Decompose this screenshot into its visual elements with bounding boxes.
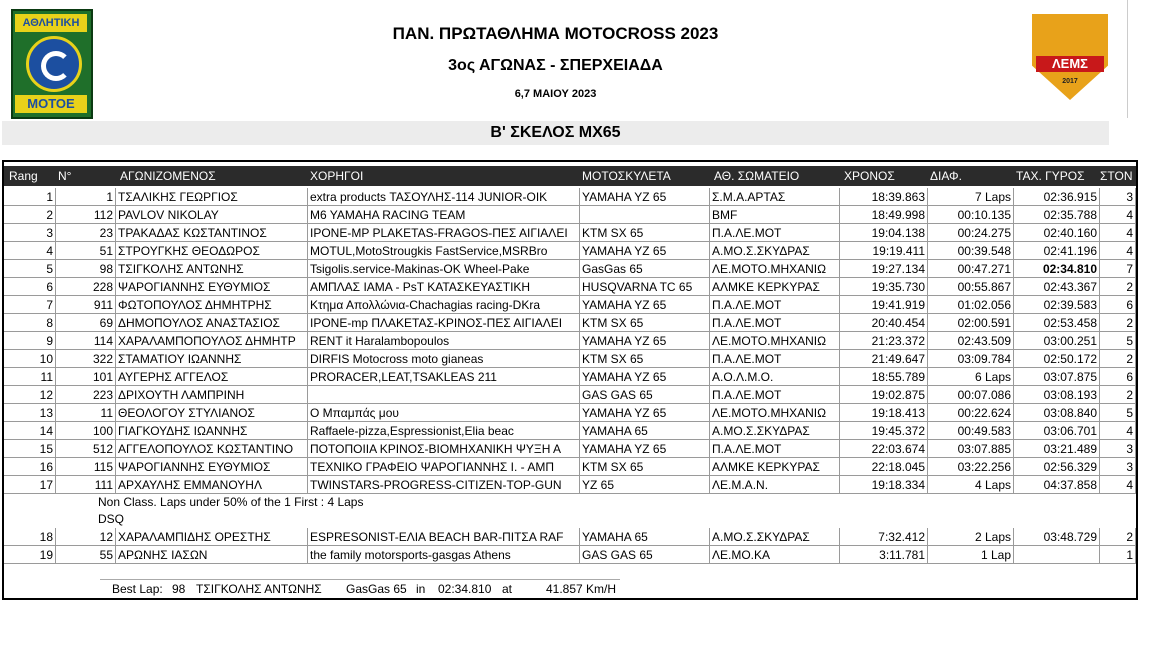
cell-rank: 3 [4, 224, 56, 242]
cell-diff: 6 Laps [928, 368, 1014, 386]
cell-bike: YAMAHA YZ 65 [580, 440, 710, 458]
cell-time: 22:18.045 [840, 458, 928, 476]
cell-rider: ΧΑΡΑΛΑΜΠΙΔΗΣ ΟΡΕΣΤΗΣ [116, 528, 308, 546]
cell-time: 19:04.138 [840, 224, 928, 242]
cell-club: ΑΛΜΚΕ ΚΕΡΚΥΡΑΣ [710, 278, 840, 296]
cell-time: 20:40.454 [840, 314, 928, 332]
cell-rank: 16 [4, 458, 56, 476]
cell-club: Α.Ο.Λ.Μ.Ο. [710, 368, 840, 386]
cell-rider: ΣΤΡΟΥΓΚΗΣ ΘΕΟΔΩΡΟΣ [116, 242, 308, 260]
cell-lap: 5 [1100, 404, 1136, 422]
cell-lap: 3 [1100, 458, 1136, 476]
cell-best: 03:21.489 [1014, 440, 1100, 458]
cell-diff: 00:10.135 [928, 206, 1014, 224]
cell-diff: 03:22.256 [928, 458, 1014, 476]
cell-lap: 3 [1100, 188, 1136, 206]
table-row [4, 296, 1136, 314]
table-row [4, 278, 1136, 296]
cell-club: ΛΕ.ΜΟΤΟ.ΜΗΧΑΝΙΩ [710, 332, 840, 350]
cell-best: 02:40.160 [1014, 224, 1100, 242]
table-row [4, 368, 1136, 386]
cell-sponsor: TWINSTARS-PROGRESS-CITIZEN-TOP-GUN [308, 476, 580, 494]
best-lap-speed: 41.857 Km/H [546, 582, 617, 596]
cell-club: ΛΕ.Μ.Α.Ν. [710, 476, 840, 494]
cell-bike: YZ 65 [580, 476, 710, 494]
cell-bike: YAMAHA 65 [580, 528, 710, 546]
table-row [4, 206, 1136, 224]
col-sponsor: ΧΟΡΗΓΟΙ [310, 169, 364, 183]
table-row [4, 188, 1136, 206]
cell-sponsor: IPONE-mp ΠΛΑΚΕΤΑΣ-ΚΡΙΝΟΣ-ΠΕΣ ΑΙΓΙΑΛΕΙ [308, 314, 580, 332]
cell-best: 03:48.729 [1014, 528, 1100, 546]
cell-time: 18:55.789 [840, 368, 928, 386]
cell-diff: 00:07.086 [928, 386, 1014, 404]
cell-sponsor: ΑΜΠΛΑΣ ΙΑΜΑ - PsT ΚΑΤΑΣΚΕΥΑΣΤΙΚΗ [308, 278, 580, 296]
cell-rank: 11 [4, 368, 56, 386]
cell-time: 19:18.413 [840, 404, 928, 422]
logo-left-bottom-text: ΜΟΤΟΕ [15, 95, 87, 113]
cell-rider: PAVLOV NIKOLAY [116, 206, 308, 224]
best-lap-in: in [416, 582, 426, 596]
cell-diff: 00:39.548 [928, 242, 1014, 260]
cell-club: ΛΕ.ΜΟ.ΚΑ [710, 546, 840, 564]
table-row [4, 476, 1136, 494]
cell-diff: 7 Laps [928, 188, 1014, 206]
cell-best: 03:07.875 [1014, 368, 1100, 386]
cell-best: 02:43.367 [1014, 278, 1100, 296]
cell-sponsor: MOTUL,MotoStrougkis FastService,MSRBro [308, 242, 580, 260]
cell-bike [580, 206, 710, 224]
cell-best [1014, 546, 1100, 564]
cell-lap: 4 [1100, 224, 1136, 242]
table-row [4, 546, 1136, 564]
cell-diff: 00:47.271 [928, 260, 1014, 278]
cell-rank: 12 [4, 386, 56, 404]
cell-time: 19:45.372 [840, 422, 928, 440]
cell-lap: 2 [1100, 278, 1136, 296]
best-lap-number: 98 [172, 582, 186, 596]
cell-sponsor [308, 386, 580, 404]
cell-best: 03:08.840 [1014, 404, 1100, 422]
table-row [4, 260, 1136, 278]
col-number: N° [58, 169, 72, 183]
cell-sponsor: Tsigolis.service-Makinas-OK Wheel-Pake [308, 260, 580, 278]
cell-time: 21:23.372 [840, 332, 928, 350]
table-row [4, 242, 1136, 260]
cell-club: Α.ΜΟ.Σ.ΣΚΥΔΡΑΣ [710, 528, 840, 546]
cell-lap: 2 [1100, 314, 1136, 332]
cell-no: 11 [56, 404, 116, 422]
col-rider: ΑΓΩΝΙΖΟΜΕΝΟΣ [120, 169, 216, 183]
cell-time: 19:19.411 [840, 242, 928, 260]
table-row [4, 458, 1136, 476]
cell-diff: 00:49.583 [928, 422, 1014, 440]
cell-lap: 4 [1100, 242, 1136, 260]
dsq-label: DSQ [98, 512, 125, 526]
cell-bike: YAMAHA YZ 65 [580, 332, 710, 350]
cell-sponsor: extra products ΤΑΣΟΥΛΗΣ-114 JUNIOR-OIK [308, 188, 580, 206]
cell-time: 18:39.863 [840, 188, 928, 206]
cell-rider: ΔΡΙΧΟΥΤΗ ΛΑΜΠΡΙΝΗ [116, 386, 308, 404]
cell-lap: 2 [1100, 350, 1136, 368]
cell-club: ΑΛΜΚΕ ΚΕΡΚΥΡΑΣ [710, 458, 840, 476]
cell-lap: 2 [1100, 386, 1136, 404]
cell-no: 51 [56, 242, 116, 260]
cell-no: 111 [56, 476, 116, 494]
cell-rider: ΤΣΑΛΙΚΗΣ ΓΕΩΡΓΙΟΣ [116, 188, 308, 206]
cell-bike: GAS GAS 65 [580, 546, 710, 564]
cell-diff: 1 Lap [928, 546, 1014, 564]
cell-lap: 3 [1100, 440, 1136, 458]
cell-rider: ΑΡΩΝΗΣ ΙΑΣΩΝ [116, 546, 308, 564]
cell-diff: 02:43.509 [928, 332, 1014, 350]
cell-lap: 1 [1100, 546, 1136, 564]
cell-time: 19:41.919 [840, 296, 928, 314]
cell-diff: 00:22.624 [928, 404, 1014, 422]
cell-bike: KTM SX 65 [580, 350, 710, 368]
cell-diff: 03:07.885 [928, 440, 1014, 458]
col-diff: ΔΙΑΦ. [930, 169, 962, 183]
cell-club: ΛΕ.ΜΟΤΟ.ΜΗΧΑΝΙΩ [710, 404, 840, 422]
best-lap-time: 02:34.810 [438, 582, 492, 596]
cell-no: 228 [56, 278, 116, 296]
cell-best: 03:08.193 [1014, 386, 1100, 404]
cell-best: 02:39.583 [1014, 296, 1100, 314]
cell-rider: ΤΣΙΓΚΟΛΗΣ ΑΝΤΩΝΗΣ [116, 260, 308, 278]
cell-diff: 02:00.591 [928, 314, 1014, 332]
cell-best: 02:53.458 [1014, 314, 1100, 332]
cell-time: 19:18.334 [840, 476, 928, 494]
cell-rank: 4 [4, 242, 56, 260]
cell-sponsor: ΠΟΤΟΠΟΙΙΑ ΚΡΙΝΟΣ-ΒΙΟΜΗΧΑΝΙΚΗ ΨΥΞΗ Α [308, 440, 580, 458]
col-time: ΧΡΟΝΟΣ [844, 169, 895, 183]
cell-lap: 5 [1100, 332, 1136, 350]
cell-bike: KTM SX 65 [580, 458, 710, 476]
cell-bike: YAMAHA YZ 65 [580, 242, 710, 260]
cell-no: 23 [56, 224, 116, 242]
cell-bike: HUSQVARNA TC 65 [580, 278, 710, 296]
cell-sponsor: M6 YAMAHA RACING TEAM [308, 206, 580, 224]
cell-sponsor: RENT it Haralambopoulos [308, 332, 580, 350]
cell-diff: 03:09.784 [928, 350, 1014, 368]
cell-rank: 17 [4, 476, 56, 494]
cell-time: 19:27.134 [840, 260, 928, 278]
col-bike: ΜΟΤΟΣΚΥΛΕΤΑ [582, 169, 671, 183]
cell-rider: ΤΡΑΚΑΔΑΣ ΚΩΣΤΑΝΤΙΝΟΣ [116, 224, 308, 242]
table-row [4, 422, 1136, 440]
cell-rider: ΨΑΡΟΓΙΑΝΝΗΣ ΕΥΘΥΜΙΟΣ [116, 458, 308, 476]
cell-sponsor: Ο Μπαμπάς μου [308, 404, 580, 422]
cell-diff: 2 Laps [928, 528, 1014, 546]
cell-club: Π.Α.ΛΕ.ΜΟΤ [710, 296, 840, 314]
cell-time: 3:11.781 [840, 546, 928, 564]
cell-sponsor: DIRFIS Motocross moto gianeas [308, 350, 580, 368]
page-title: ΠΑΝ. ΠΡΩΤΑΘΛΗΜΑ MOTOCROSS 2023 [392, 24, 719, 43]
cell-best: 02:34.810 [1014, 260, 1100, 278]
session-bar [2, 121, 1109, 145]
divider [1127, 0, 1128, 118]
cell-bike: KTM SX 65 [580, 314, 710, 332]
cell-best: 02:35.788 [1014, 206, 1100, 224]
cell-sponsor: ΤΕΧΝΙΚΟ ΓΡΑΦΕΙΟ ΨΑΡΟΓΙΑΝΝΗΣ Ι. - ΑΜΠ [308, 458, 580, 476]
table-header [4, 166, 1136, 186]
cell-rank: 7 [4, 296, 56, 314]
cell-no: 69 [56, 314, 116, 332]
cell-rank: 18 [4, 528, 56, 546]
cell-no: 112 [56, 206, 116, 224]
table-row [4, 528, 1136, 546]
cell-best: 03:00.251 [1014, 332, 1100, 350]
cell-diff: 4 Laps [928, 476, 1014, 494]
cell-lap: 4 [1100, 422, 1136, 440]
session-title: Β' ΣΚΕΛΟΣ ΜΧ65 [490, 124, 621, 141]
cell-rank: 1 [4, 188, 56, 206]
cell-best: 02:50.172 [1014, 350, 1100, 368]
cell-rider: ΧΑΡΑΛΑΜΠΟΠΟΥΛΟΣ ΔΗΜΗΤΡ [116, 332, 308, 350]
cell-rider: ΦΩΤΟΠΟΥΛΟΣ ΔΗΜΗΤΡΗΣ [116, 296, 308, 314]
cell-lap: 6 [1100, 368, 1136, 386]
cell-bike: YAMAHA YZ 65 [580, 188, 710, 206]
cell-lap: 2 [1100, 528, 1136, 546]
table-row [4, 386, 1136, 404]
cell-rider: ΑΓΓΕΛΟΠΟΥΛΟΣ ΚΩΣΤΑΝΤΙΝΟ [116, 440, 308, 458]
cell-sponsor: IPONE-MP PLAKETAS-FRAGOS-ΠΕΣ ΑΙΓΙΑΛΕΙ [308, 224, 580, 242]
cell-sponsor: PRORACER,LEAT,TSAKLEAS 211 [308, 368, 580, 386]
cell-lap: 4 [1100, 206, 1136, 224]
cell-no: 911 [56, 296, 116, 314]
cell-best: 02:36.915 [1014, 188, 1100, 206]
cell-sponsor: ESPRESONIST-ΕΛΙΑ BEACH BAR-ΠΙΤΣΑ RAF [308, 528, 580, 546]
cell-club: Π.Α.ΛΕ.ΜΟΤ [710, 350, 840, 368]
best-lap-line [100, 579, 620, 601]
cell-no: 55 [56, 546, 116, 564]
cell-rider: ΑΥΓΕΡΗΣ ΑΓΓΕΛΟΣ [116, 368, 308, 386]
cell-time: 19:35.730 [840, 278, 928, 296]
cell-rank: 19 [4, 546, 56, 564]
logo-right-year: 2017 [1062, 78, 1078, 85]
cell-rank: 6 [4, 278, 56, 296]
cell-rider: ΑΡΧΑΥΛΗΣ ΕΜΜΑΝΟΥΗΛ [116, 476, 308, 494]
cell-sponsor: Raffaele-pizza,Espressionist,Elia beac [308, 422, 580, 440]
table-row [4, 224, 1136, 242]
page-subtitle: 3ος ΑΓΩΝΑΣ - ΣΠΕΡΧΕΙΑΔΑ [448, 57, 663, 74]
cell-rank: 2 [4, 206, 56, 224]
cell-club: BMF [710, 206, 840, 224]
cell-club: Π.Α.ΛΕ.ΜΟΤ [710, 386, 840, 404]
table-row [4, 332, 1136, 350]
cell-diff: 01:02.056 [928, 296, 1014, 314]
col-laps: ΣΤΟΝ [1100, 169, 1133, 183]
col-best-lap: ΤΑΧ. ΓΥΡΟΣ [1016, 169, 1085, 183]
cell-best: 02:41.196 [1014, 242, 1100, 260]
cell-time: 19:02.875 [840, 386, 928, 404]
table-row [4, 440, 1136, 458]
col-rank: Rang [9, 169, 38, 183]
logo-right-name: ΛΕΜΣ [1036, 56, 1104, 72]
table-row [4, 314, 1136, 332]
cell-club: Α.ΜΟ.Σ.ΣΚΥΔΡΑΣ [710, 242, 840, 260]
cell-rider: ΔΗΜΟΠΟΥΛΟΣ ΑΝΑΣΤΑΣΙΟΣ [116, 314, 308, 332]
cell-rank: 10 [4, 350, 56, 368]
cell-best: 04:37.858 [1014, 476, 1100, 494]
logo-left-top-text: ΑΘΛΗΤΙΚΗ [15, 14, 87, 32]
cell-no: 223 [56, 386, 116, 404]
cell-lap: 6 [1100, 296, 1136, 314]
cell-club: Π.Α.ΛΕ.ΜΟΤ [710, 314, 840, 332]
cell-bike: YAMAHA YZ 65 [580, 368, 710, 386]
cell-rank: 13 [4, 404, 56, 422]
best-lap-at: at [502, 582, 513, 596]
cell-no: 101 [56, 368, 116, 386]
cell-rank: 5 [4, 260, 56, 278]
cell-bike: YAMAHA YZ 65 [580, 404, 710, 422]
cell-club: ΛΕ.ΜΟΤΟ.ΜΗΧΑΝΙΩ [710, 260, 840, 278]
cell-no: 114 [56, 332, 116, 350]
cell-best: 02:56.329 [1014, 458, 1100, 476]
event-date: 6,7 ΜΑΙΟΥ 2023 [514, 88, 597, 100]
cell-no: 115 [56, 458, 116, 476]
cell-bike: YAMAHA 65 [580, 422, 710, 440]
cell-no: 100 [56, 422, 116, 440]
cell-time: 7:32.412 [840, 528, 928, 546]
cell-rider: ΓΙΑΓΚΟΥΔΗΣ ΙΩΑΝΝΗΣ [116, 422, 308, 440]
cell-club: Π.Α.ΛΕ.ΜΟΤ [710, 224, 840, 242]
table-row [4, 404, 1136, 422]
nonclass-note: Non Class. Laps under 50% of the 1 First : 4 Laps [98, 495, 364, 509]
cell-no: 322 [56, 350, 116, 368]
cell-rank: 8 [4, 314, 56, 332]
cell-rider: ΣΤΑΜΑΤΙΟΥ ΙΩΑΝΝΗΣ [116, 350, 308, 368]
cell-no: 1 [56, 188, 116, 206]
cell-club: Σ.Μ.Α.ΑΡΤΑΣ [710, 188, 840, 206]
cell-time: 21:49.647 [840, 350, 928, 368]
cell-time: 18:49.998 [840, 206, 928, 224]
cell-rider: ΘΕΟΛΟΓΟΥ ΣΤΥΛΙΑΝΟΣ [116, 404, 308, 422]
cell-sponsor: Κτημα Απολλώνια-Chachagias racing-DKra [308, 296, 580, 314]
cell-bike: KTM SX 65 [580, 224, 710, 242]
cell-time: 22:03.674 [840, 440, 928, 458]
cell-no: 12 [56, 528, 116, 546]
table-row [4, 350, 1136, 368]
cell-no: 512 [56, 440, 116, 458]
cell-lap: 4 [1100, 476, 1136, 494]
cell-bike: GAS GAS 65 [580, 386, 710, 404]
best-lap-bike: GasGas 65 [346, 582, 407, 596]
cell-sponsor: the family motorsports-gasgas Athens [308, 546, 580, 564]
results-table [2, 160, 1138, 600]
cell-diff: 00:55.867 [928, 278, 1014, 296]
cell-best: 03:06.701 [1014, 422, 1100, 440]
cell-diff: 00:24.275 [928, 224, 1014, 242]
cell-rider: ΨΑΡΟΓΙΑΝΝΗΣ ΕΥΘΥΜΙΟΣ [116, 278, 308, 296]
cell-club: Α.ΜΟ.Σ.ΣΚΥΔΡΑΣ [710, 422, 840, 440]
cell-club: Π.Α.ΛΕ.ΜΟΤ [710, 440, 840, 458]
cell-rank: 14 [4, 422, 56, 440]
cell-bike: YAMAHA YZ 65 [580, 296, 710, 314]
col-club: ΑΘ. ΣΩΜΑΤΕΙΟ [714, 169, 800, 183]
cell-bike: GasGas 65 [580, 260, 710, 278]
cell-rank: 15 [4, 440, 56, 458]
best-lap-label: Best Lap: [112, 582, 163, 596]
logo-right [1032, 14, 1108, 100]
cell-no: 98 [56, 260, 116, 278]
cell-rank: 9 [4, 332, 56, 350]
cell-lap: 7 [1100, 260, 1136, 278]
best-lap-rider: ΤΣΙΓΚΟΛΗΣ ΑΝΤΩΝΗΣ [196, 582, 322, 596]
